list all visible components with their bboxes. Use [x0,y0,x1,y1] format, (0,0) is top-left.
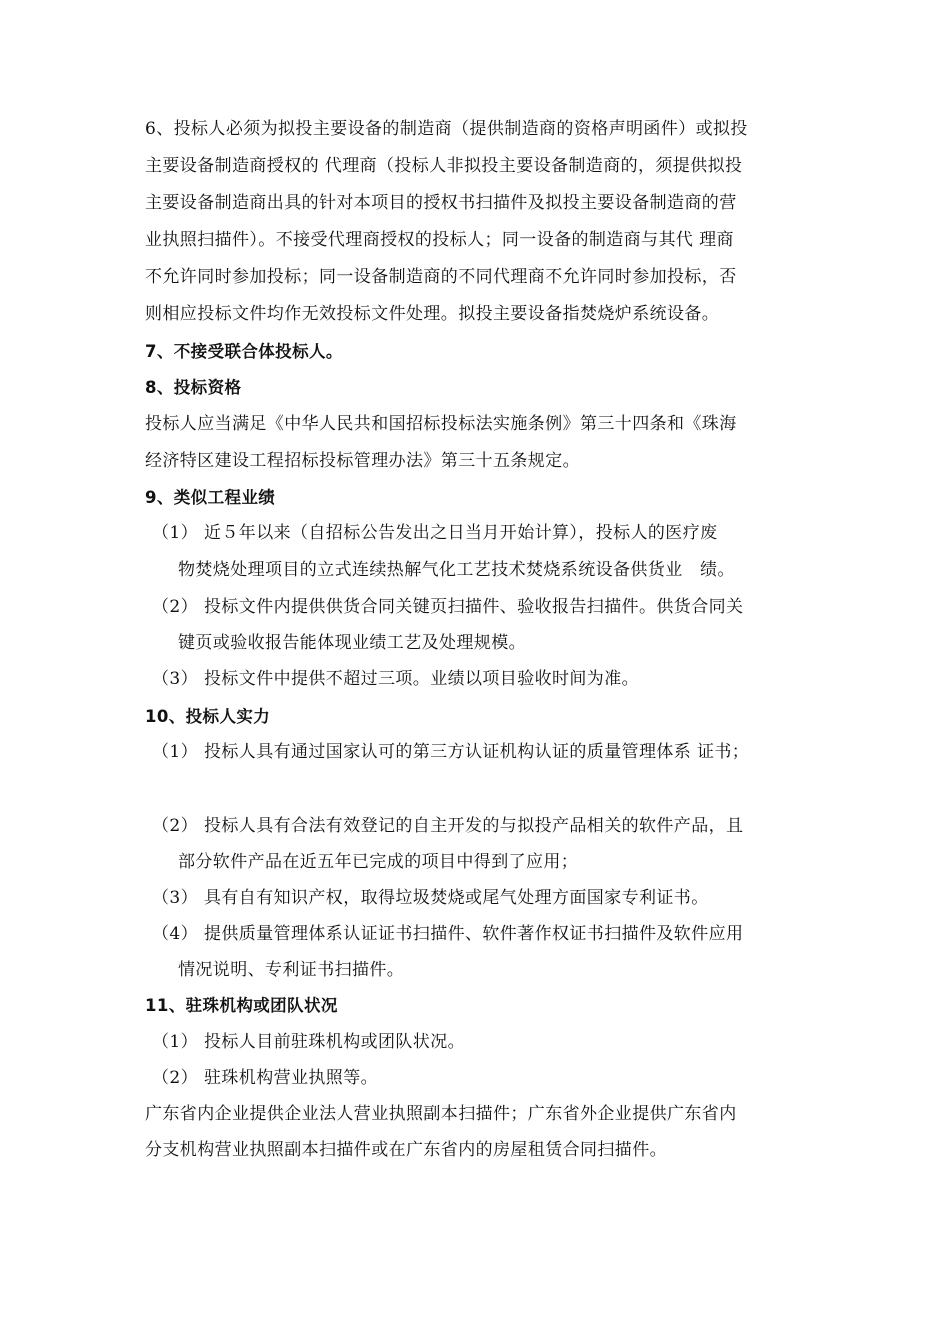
item-text: 投标人具有通过国家认可的第三方认证机构认证的质量管理体系 证书； [204,742,750,762]
section10-item-1 [152,741,749,763]
section9-item-2-cont: 键页或验收报告能体现业绩工艺及处理规模。 [178,633,526,653]
section6-line-3: 主要设备制造商出具的针对本项目的授权书扫描件及拟投主要设备制造商的营 [145,193,737,213]
item-number: （1） [152,523,199,543]
item-text: 提供质量管理体系认证证书扫描件、软件著作权证书扫描件及软件应用 [204,924,744,944]
item-text: 投标文件中提供不超过三项。业绩以项目验收时间为准。 [204,669,639,689]
section10-item-3 [152,887,709,909]
section11-line-2: 分支机构营业执照副本扫描件或在广东省内的房屋租赁合同扫描件。 [145,1140,667,1160]
section9-item-1 [152,522,718,544]
section11-item-1 [152,1031,465,1053]
section8-line-1: 投标人应当满足《中华人民共和国招标投标法实施条例》第三十四条和《珠海 [145,414,737,434]
section10-item-2-cont: 部分软件产品在近五年已完成的项目中得到了应用； [178,852,579,872]
section6-line-4: 业执照扫描件）。不接受代理商授权的投标人；同一设备的制造商与其代 理商 [145,230,734,250]
section9-item-3 [152,668,639,690]
section8-heading: 8、投标资格 [145,378,242,397]
section10-item-4-cont: 情况说明、专利证书扫描件。 [178,960,405,980]
item-text: 投标人具有合法有效登记的自主开发的与拟投产品相关的软件产品，且 [204,816,744,836]
section8-line-2: 经济特区建设工程招标投标管理办法》第三十五条规定。 [145,451,580,471]
item-text: 具有自有知识产权，取得垃圾焚烧或尾气处理方面国家专利证书。 [204,888,709,908]
item-number: （2） [152,1068,199,1088]
section11-line-1: 广东省内企业提供企业法人营业执照副本扫描件；广东省外企业提供广东省内 [145,1104,737,1124]
item-number: （1） [152,742,199,762]
item-number: （2） [152,597,199,617]
item-number: （3） [152,669,199,689]
item-number: （2） [152,816,199,836]
item-text: 驻珠机构营业执照等。 [204,1068,378,1088]
section10-item-2 [152,815,743,837]
item-number: （3） [152,888,199,908]
section11-item-2 [152,1067,378,1089]
item-text: 投标人目前驻珠机构或团队状况。 [204,1032,465,1052]
section10-item-4 [152,923,743,945]
section10-heading: 10、投标人实力 [145,707,271,726]
item-number: （1） [152,1032,199,1052]
section9-heading: 9、类似工程业绩 [145,488,276,507]
section6-line-6: 则相应投标文件均作无效投标文件处理。拟投主要设备指焚烧炉系统设备。 [145,304,720,324]
section6-line-1: 6、投标人必须为拟投主要设备的制造商（提供制造商的资格声明函件）或拟投 [145,119,748,139]
item-text: 投标文件内提供供货合同关键页扫描件、验收报告扫描件。供货合同关 [204,597,744,617]
item-text: 近５年以来（自招标公告发出之日当月开始计算），投标人的医疗废 [204,523,718,543]
section9-item-1-cont: 物焚烧处理项目的立式连续热解气化工艺技术焚烧系统设备供货业 绩。 [178,560,735,580]
section11-heading: 11、驻珠机构或团队状况 [145,996,338,1015]
section6-line-5: 不允许同时参加投标；同一设备制造商的不同代理商不允许同时参加投标，否 [145,267,737,287]
section6-line-2: 主要设备制造商授权的 代理商（投标人非拟投主要设备制造商的，须提供拟投 [145,156,743,176]
section7-heading: 7、不接受联合体投标人。 [145,342,343,361]
item-number: （4） [152,924,199,944]
section9-item-2 [152,596,743,618]
